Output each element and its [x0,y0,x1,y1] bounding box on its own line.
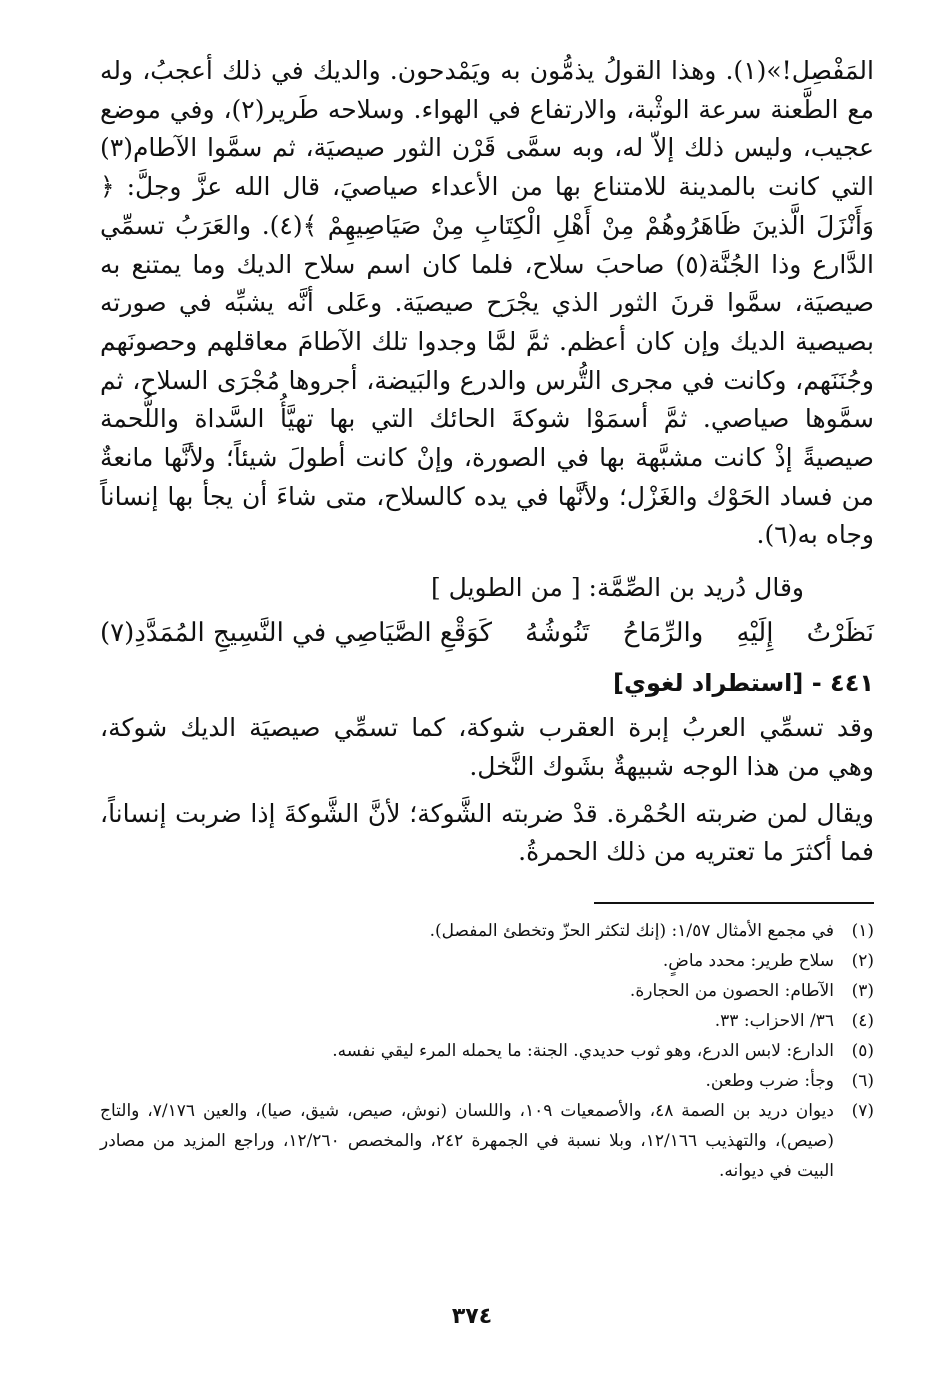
footnote-number: (٦) [851,1070,874,1091]
footnote-number: (٣) [851,980,874,1001]
verse-second-hemistich: كَوَقْعِ الصَّيَاصِي في النَّسِيجِ المُمَدَّدِ(٧) [100,618,492,649]
footnote-number: (٧) [851,1100,874,1121]
footnote-item [100,1066,874,1096]
footnote-number: (٢) [851,950,874,971]
footnote-number: (٥) [851,1040,874,1061]
verse-word: إِلَيْهِ [736,618,774,649]
footnote-item [100,1006,874,1036]
footnote-item [100,1096,874,1186]
footnote-number: (١) [851,920,874,941]
footnote-divider [594,902,874,904]
footnote-text: وجأ: ضرب وطعن. [705,1070,834,1091]
paragraph: ويقال لمن ضربته الحُمْرة. قدْ ضربته الشَّوكة؛ لأنَّ الشَّوكةَ إذا ضربت إنساناً، فما أكثرَ ما تعتريه من ذلك الحمرةُ. [100,798,874,867]
paragraph: وقد تسمِّي العربُ إبرة العقرب شوكة، كما تسمِّي صيصيَة الديك شوكة، وهي من هذا الوجه شبيهةٌ بشَوك النَّخل. [100,713,874,781]
footnote-number: (٤) [851,1010,874,1031]
section-heading: ٤٤١ - [استطراد لغوي] [613,669,874,698]
footnotes [100,916,874,1186]
footnote-text: ديوان دريد بن الصمة ٤٨، والأصمعيات ١٠٩، واللسان (نوش، صيص، شيق، صيا)، والعين ٧/١٧٦، والتاج (صيص)، والتهذيب ١٢/١٦٦، وبلا نسبة في الجمهرة ٢٤٢، والمخصص ١٢/٢٦٠، وراجع المزيد من مصادر البيت في ديوانه. [100,1100,835,1181]
footnote-text: ٣٦/ الاحزاب: ٣٣. [714,1010,834,1031]
verse-word: تَنُوشُهُ [525,618,590,649]
main-paragraph: المَفْصِل!»(١). وهذا القولُ يذمُّون به ويَمْدحون. والديك في ذلك أعجبُ، وله مع الطَّعنة سرعة الوثْبة، والارتفاع في الهواء. وسلاحه طَرير(٢)، وفي موضع عجيب، وليس ذلك إلاّ له، وبه سمَّى قَرْن الثور صيصيَة، ثم سمَّوا الآطام(٣) التي كانت بالمدينة للامتناع بها من الأعداء صياصيَ، قال الله عزَّ وجلَّ: ﴿ وَأَنْزَلَ الَّذينَ ظَاهَرُوهُمْ مِنْ أَهْلِ الْكِتَابِ مِنْ صَيَاصِيهِمْ ﴾(٤). والعَرَبُ تسمِّي الدَّارع وذا الجُنَّة(٥) صاحبَ سلاح، فلما كان اسم سلاح الديك وما يمتنع به صيصيَة، سمَّوا قرنَ الثور الذي يجْرَح صيصيَة. وعَلى أنَّه يشبِّه في صورته بصيصية الديك وإن كان أعظم. ثمَّ لمَّا وجدوا تلك الآطامَ معاقلهم وحصونَهم وجُنَنَهم، وكانت في مجرى التُّرس والدرع والبَيضة، أجروها مُجْرَى السلاح، ثم سمَّوها صياصي. ثمَّ أسمَوْا شوكةَ الحائك التي بها تهيَّأُ السَّداة واللُّحمة صيصيةً إذْ كانت مشبَّهة بها في الصورة، وإنْ كانت أطولَ شيئاً؛ ولأنَّها مانعةٌ من فساد الحَوْك والغَزْل؛ ولأنَّها في يده كالسلاح، متى شاءَ أن يجأ بها إنساناً وجاه به(٦). [100,56,875,550]
footnote-item [100,1036,874,1066]
book-page [100,52,874,1186]
footnote-item [100,916,874,946]
verse-intro: وقال دُريد بن الصِّمَّة: [ من الطويل ] [430,573,804,603]
footnote-text: سلاح طرير: محدد ماضٍ. [662,950,834,971]
footnote-item [100,946,874,976]
page-number: ٣٧٤ [451,1304,493,1329]
footnote-text: في مجمع الأمثال ١/٥٧: (إنك لتكثر الحزّ وتخطئ المفصل). [429,920,834,941]
poetry-verse [100,613,874,653]
verse-word: والرِّمَاحُ [622,618,704,649]
footnote-text: الآطام: الحصون من الحجارة. [629,980,834,1001]
verse-word: نَظَرْتُ [806,618,874,649]
footnote-text: الدارع: لابس الدرع، وهو ثوب حديدي. الجنة: ما يحمله المرء ليقي نفسه. [332,1040,834,1061]
footnote-item [100,976,874,1006]
